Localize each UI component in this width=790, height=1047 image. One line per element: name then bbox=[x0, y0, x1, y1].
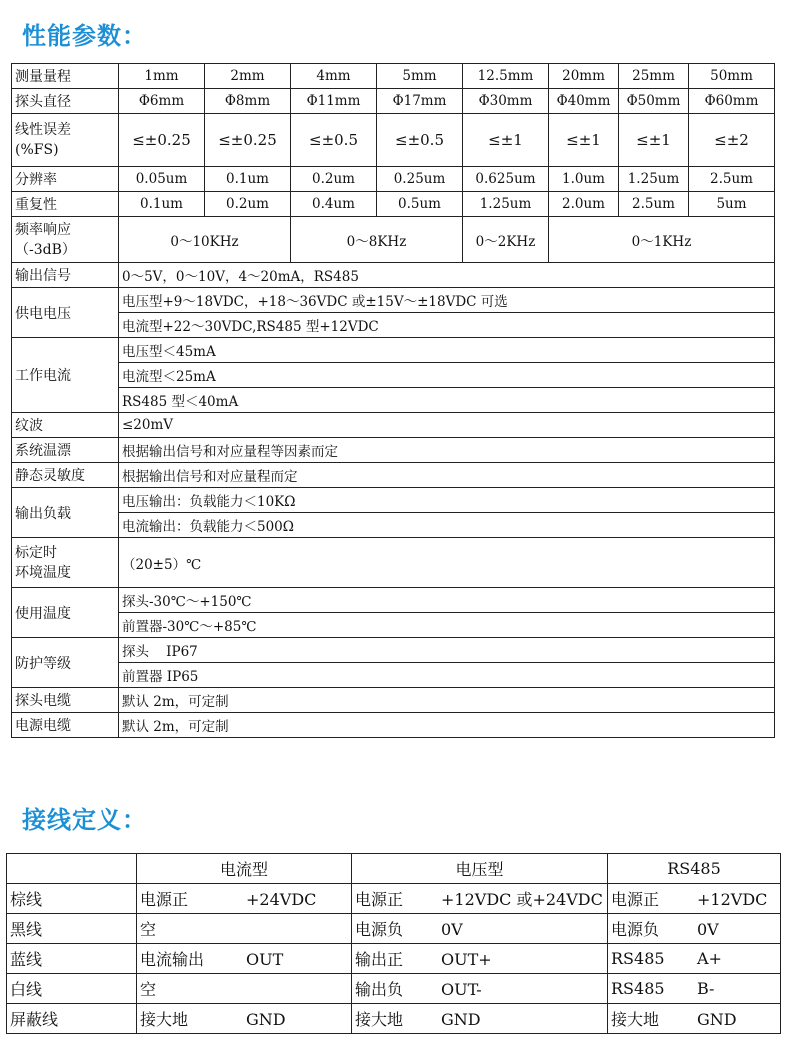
wiring-row-shield bbox=[7, 1004, 781, 1034]
rs485-func: 电源负 bbox=[611, 920, 660, 939]
row-ripple bbox=[12, 413, 775, 438]
repeatability-1: 0.1um bbox=[119, 192, 205, 217]
voltage-func: 输出负 bbox=[355, 980, 404, 999]
resolution-2: 0.1um bbox=[205, 167, 291, 192]
linearity-3: ≤±0.5 bbox=[291, 114, 377, 167]
power-cable-value: 默认 2m，可定制 bbox=[119, 713, 775, 738]
label-frequency-line2: （-3dB） bbox=[15, 241, 76, 258]
label-output: 输出信号 bbox=[12, 263, 119, 288]
wiring-row-brown bbox=[7, 884, 781, 914]
repeatability-4: 0.5um bbox=[377, 192, 463, 217]
label-frequency bbox=[12, 217, 119, 263]
voltage-signal: 0V bbox=[441, 920, 463, 939]
rs485-func: RS485 bbox=[611, 979, 665, 998]
resolution-6: 1.0um bbox=[549, 167, 619, 192]
row-repeatability bbox=[12, 192, 775, 217]
optemp-value-2: 前置器-30℃～+85℃ bbox=[119, 613, 775, 638]
output-value: 0～5V，0～10V，4～20mA，RS485 bbox=[119, 263, 775, 288]
voltage-type-cell bbox=[352, 974, 608, 1004]
diameter-2: Φ8mm bbox=[205, 89, 291, 114]
current-signal: OUT bbox=[246, 950, 284, 969]
label-probe-cable: 探头电缆 bbox=[12, 688, 119, 713]
label-sensitivity: 静态灵敏度 bbox=[12, 463, 119, 488]
current-func: 电源正 bbox=[140, 890, 189, 909]
voltage-signal: GND bbox=[441, 1010, 481, 1029]
specs-heading: 性能参数： bbox=[22, 22, 147, 50]
resolution-8: 2.5um bbox=[689, 167, 775, 192]
voltage-signal: +12VDC 或+24VDC bbox=[441, 890, 603, 909]
range-5: 12.5mm bbox=[463, 64, 549, 89]
label-diameter: 探头直径 bbox=[12, 89, 119, 114]
row-linearity bbox=[12, 114, 775, 167]
frequency-2: 0～8KHz bbox=[291, 217, 463, 263]
label-range: 测量量程 bbox=[12, 64, 119, 89]
header-rs485-type: RS485 bbox=[608, 854, 781, 884]
repeatability-2: 0.2um bbox=[205, 192, 291, 217]
row-optemp-2 bbox=[12, 613, 775, 638]
label-calib-line2: 环境温度 bbox=[15, 564, 71, 581]
linearity-6: ≤±1 bbox=[549, 114, 619, 167]
current-func: 空 bbox=[140, 920, 157, 939]
diameter-5: Φ30mm bbox=[463, 89, 549, 114]
diameter-4: Φ17mm bbox=[377, 89, 463, 114]
current-signal: GND bbox=[246, 1010, 286, 1029]
row-probe-cable bbox=[12, 688, 775, 713]
row-load-1 bbox=[12, 488, 775, 513]
rs485-type-cell bbox=[608, 1004, 781, 1034]
wiring-table bbox=[6, 853, 781, 1034]
wire-name: 屏蔽线 bbox=[7, 1004, 137, 1034]
repeatability-7: 2.5um bbox=[619, 192, 689, 217]
ripple-value: ≤20mV bbox=[119, 413, 775, 438]
voltage-type-cell bbox=[352, 944, 608, 974]
header-voltage-type: 电压型 bbox=[352, 854, 608, 884]
rs485-func: 接大地 bbox=[611, 1010, 660, 1029]
rs485-type-cell bbox=[608, 884, 781, 914]
load-value-1: 电压输出：负载能力＜10KΩ bbox=[119, 488, 775, 513]
wiring-row-black bbox=[7, 914, 781, 944]
range-4: 5mm bbox=[377, 64, 463, 89]
voltage-func: 电源负 bbox=[355, 920, 404, 939]
label-optemp: 使用温度 bbox=[12, 588, 119, 638]
wiring-row-white bbox=[7, 974, 781, 1004]
row-sensitivity bbox=[12, 463, 775, 488]
row-protection-1 bbox=[12, 638, 775, 663]
row-frequency bbox=[12, 217, 775, 263]
voltage-signal: OUT+ bbox=[441, 950, 492, 969]
range-6: 20mm bbox=[549, 64, 619, 89]
current-signal: +24VDC bbox=[246, 890, 317, 909]
current-type-cell bbox=[137, 884, 352, 914]
wiring-header-blank bbox=[7, 854, 137, 884]
label-calib-line1: 标定时 bbox=[15, 544, 57, 561]
row-current-1 bbox=[12, 338, 775, 363]
label-ripple: 纹波 bbox=[12, 413, 119, 438]
row-range bbox=[12, 64, 775, 89]
range-2: 2mm bbox=[205, 64, 291, 89]
resolution-3: 0.2um bbox=[291, 167, 377, 192]
label-resolution: 分辨率 bbox=[12, 167, 119, 192]
rs485-signal: GND bbox=[697, 1010, 737, 1029]
row-current-2 bbox=[12, 363, 775, 388]
row-optemp-1 bbox=[12, 588, 775, 613]
range-8: 50mm bbox=[689, 64, 775, 89]
optemp-value-1: 探头-30℃～+150℃ bbox=[119, 588, 775, 613]
label-linearity-line2: (%FS) bbox=[15, 142, 59, 158]
supply-value-1: 电压型+9～18VDC，+18～36VDC 或±15V～±18VDC 可选 bbox=[119, 288, 775, 313]
wiring-header-row bbox=[7, 854, 781, 884]
repeatability-5: 1.25um bbox=[463, 192, 549, 217]
range-3: 4mm bbox=[291, 64, 377, 89]
linearity-4: ≤±0.5 bbox=[377, 114, 463, 167]
wire-name: 黑线 bbox=[7, 914, 137, 944]
diameter-6: Φ40mm bbox=[549, 89, 619, 114]
probe-cable-value: 默认 2m，可定制 bbox=[119, 688, 775, 713]
resolution-4: 0.25um bbox=[377, 167, 463, 192]
frequency-4: 0～1KHz bbox=[549, 217, 775, 263]
label-calib bbox=[12, 538, 119, 588]
label-frequency-line1: 频率响应 bbox=[15, 221, 71, 238]
wire-name: 白线 bbox=[7, 974, 137, 1004]
label-drift: 系统温漂 bbox=[12, 438, 119, 463]
voltage-type-cell bbox=[352, 914, 608, 944]
repeatability-8: 5um bbox=[689, 192, 775, 217]
resolution-5: 0.625um bbox=[463, 167, 549, 192]
range-7: 25mm bbox=[619, 64, 689, 89]
rs485-func: 电源正 bbox=[611, 890, 660, 909]
label-linearity-line1: 线性误差 bbox=[15, 122, 71, 138]
row-load-2 bbox=[12, 513, 775, 538]
linearity-2: ≤±0.25 bbox=[205, 114, 291, 167]
frequency-1: 0～10KHz bbox=[119, 217, 291, 263]
rs485-type-cell bbox=[608, 974, 781, 1004]
drift-value: 根据输出信号和对应量程等因素而定 bbox=[119, 438, 775, 463]
voltage-signal: OUT- bbox=[441, 980, 482, 999]
current-func: 电流输出 bbox=[140, 950, 205, 969]
voltage-type-cell bbox=[352, 1004, 608, 1034]
label-supply: 供电电压 bbox=[12, 288, 119, 338]
rs485-type-cell bbox=[608, 944, 781, 974]
rs485-signal: +12VDC bbox=[697, 890, 768, 909]
row-calib bbox=[12, 538, 775, 588]
current-type-cell bbox=[137, 914, 352, 944]
voltage-func: 输出正 bbox=[355, 950, 404, 969]
linearity-8: ≤±2 bbox=[689, 114, 775, 167]
diameter-7: Φ50mm bbox=[619, 89, 689, 114]
wire-name: 蓝线 bbox=[7, 944, 137, 974]
rs485-signal: 0V bbox=[697, 920, 719, 939]
voltage-type-cell bbox=[352, 884, 608, 914]
rs485-func: RS485 bbox=[611, 949, 665, 968]
label-power-cable: 电源电缆 bbox=[12, 713, 119, 738]
protection-value-1: 探头 IP67 bbox=[119, 638, 775, 663]
linearity-1: ≤±0.25 bbox=[119, 114, 205, 167]
label-repeatability: 重复性 bbox=[12, 192, 119, 217]
linearity-5: ≤±1 bbox=[463, 114, 549, 167]
row-resolution bbox=[12, 167, 775, 192]
row-current-3 bbox=[12, 388, 775, 413]
repeatability-6: 2.0um bbox=[549, 192, 619, 217]
diameter-3: Φ11mm bbox=[291, 89, 377, 114]
resolution-1: 0.05um bbox=[119, 167, 205, 192]
row-output bbox=[12, 263, 775, 288]
current-type-cell bbox=[137, 944, 352, 974]
label-load: 输出负载 bbox=[12, 488, 119, 538]
repeatability-3: 0.4um bbox=[291, 192, 377, 217]
current-type-cell bbox=[137, 1004, 352, 1034]
specs-table bbox=[11, 63, 775, 738]
current-type-cell bbox=[137, 974, 352, 1004]
label-current: 工作电流 bbox=[12, 338, 119, 413]
supply-value-2: 电流型+22～30VDC,RS485 型+12VDC bbox=[119, 313, 775, 338]
label-linearity bbox=[12, 114, 119, 167]
linearity-7: ≤±1 bbox=[619, 114, 689, 167]
sensitivity-value: 根据输出信号和对应量程而定 bbox=[119, 463, 775, 488]
rs485-type-cell bbox=[608, 914, 781, 944]
current-value-2: 电流型＜25mA bbox=[119, 363, 775, 388]
row-supply-1 bbox=[12, 288, 775, 313]
range-1: 1mm bbox=[119, 64, 205, 89]
diameter-1: Φ6mm bbox=[119, 89, 205, 114]
row-supply-2 bbox=[12, 313, 775, 338]
current-func: 空 bbox=[140, 980, 157, 999]
row-protection-2 bbox=[12, 663, 775, 688]
row-diameter bbox=[12, 89, 775, 114]
label-protection: 防护等级 bbox=[12, 638, 119, 688]
row-drift bbox=[12, 438, 775, 463]
wire-name: 棕线 bbox=[7, 884, 137, 914]
current-value-1: 电压型＜45mA bbox=[119, 338, 775, 363]
current-value-3: RS485 型＜40mA bbox=[119, 388, 775, 413]
wiring-heading: 接线定义： bbox=[22, 806, 147, 834]
diameter-8: Φ60mm bbox=[689, 89, 775, 114]
rs485-signal: A+ bbox=[697, 949, 722, 968]
row-power-cable bbox=[12, 713, 775, 738]
voltage-func: 电源正 bbox=[355, 890, 404, 909]
resolution-7: 1.25um bbox=[619, 167, 689, 192]
voltage-func: 接大地 bbox=[355, 1010, 404, 1029]
current-func: 接大地 bbox=[140, 1010, 189, 1029]
calib-value: （20±5）℃ bbox=[119, 538, 775, 588]
load-value-2: 电流输出：负载能力＜500Ω bbox=[119, 513, 775, 538]
frequency-3: 0～2KHz bbox=[463, 217, 549, 263]
header-current-type: 电流型 bbox=[137, 854, 352, 884]
wiring-row-blue bbox=[7, 944, 781, 974]
protection-value-2: 前置器 IP65 bbox=[119, 663, 775, 688]
rs485-signal: B- bbox=[697, 979, 715, 998]
